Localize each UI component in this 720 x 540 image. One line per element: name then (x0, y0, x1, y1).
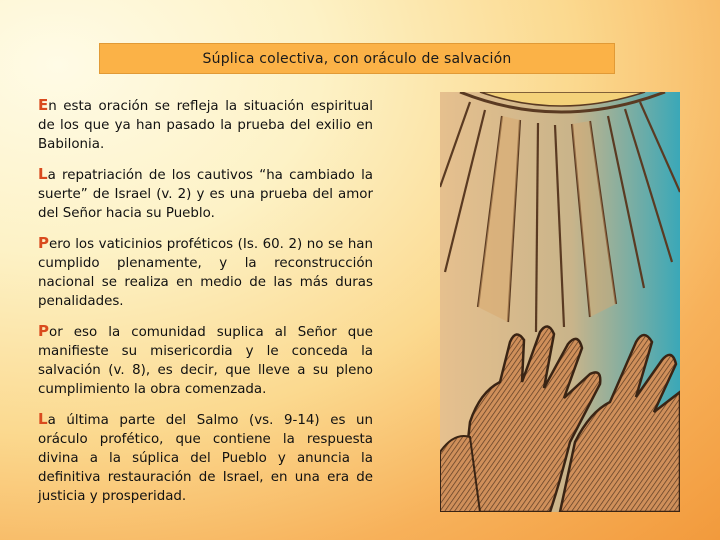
paragraph-4 (38, 322, 373, 399)
paragraph-text: a última parte del Salmo (vs. 9-14) es un oráculo profético, que contiene la respuesta divina a la súplica del Pueblo y anuncia la definitiva restauración de Israel, en una era de justicia y prosperidad. (38, 413, 373, 504)
paragraph-text: n esta oración se refleja la situación espiritual de los que ya han pasado la prueba del exilio en Babilonia. (38, 99, 373, 152)
drop-initial: L (38, 165, 48, 183)
drop-initial: P (38, 322, 49, 340)
illustration-svg (440, 92, 680, 512)
drop-initial: P (38, 234, 49, 252)
paragraph-1 (38, 96, 373, 154)
drop-initial: L (38, 410, 48, 428)
slide-title: Súplica colectiva, con oráculo de salvación (99, 43, 615, 74)
paragraph-text: ero los vaticinios proféticos (Is. 60. 2) no se han cumplido plenamente, y la reconstrucción nacional se realiza en medio de las más duras penalidades. (38, 237, 373, 309)
drop-initial: E (38, 96, 49, 114)
paragraph-5 (38, 410, 373, 506)
paragraph-text: a repatriación de los cautivos “ha cambiado la suerte” de Israel (v. 2) y es una prueba del amor del Señor hacia su Pueblo. (38, 168, 373, 221)
hands-raised-to-sun-illustration (440, 92, 680, 512)
paragraph-3 (38, 234, 373, 311)
paragraph-2 (38, 165, 373, 223)
paragraph-text: or eso la comunidad suplica al Señor que manifieste su misericordia y le conceda la salvación (v. 8), es decir, que lleve a su pleno cumplimiento la obra comenzada. (38, 325, 373, 397)
body-text (38, 96, 373, 517)
